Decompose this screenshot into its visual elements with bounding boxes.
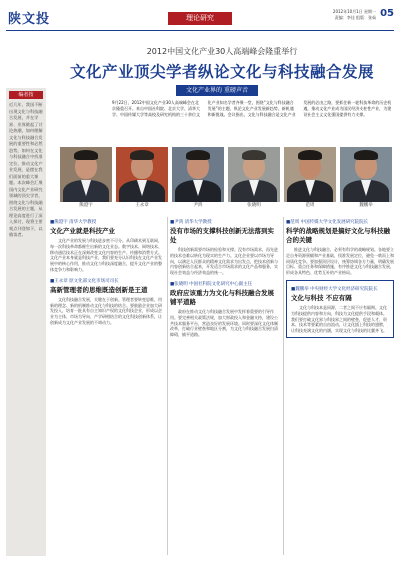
column-1	[50, 217, 164, 557]
portrait-image	[340, 147, 392, 202]
column-3	[286, 217, 394, 557]
article-5	[286, 220, 394, 276]
article-body: 政府在推动文化与科技融合发展中发挥着重要的引导作用。要完善相关政策法规，加大财政投入和金融支持，建设公共技术服务平台，营造良好的发展环境。同时要深化文化体制改革，打破行业壁垒和地区分割，为文化与科技融合发展扫清障碍，铺平道路。	[170, 308, 278, 338]
editor-line: 责编：李佳 组版：张茹	[334, 15, 376, 20]
portrait-caption: 尹鸿	[193, 203, 203, 208]
article-body: 文化产业的发展与科技进步密不可分。从印刷术到互联网，每一次科技革命都催生出新的文化业态。数字技术、网络技术、移动通信技术正在深刻改变文化内容的生产、传播和消费方式。文化产业本身就是科技产业，我们要充分认识科技在文化产业发展中的核心作用，推动文化与科技深度融合，提升文化产业的整体竞争力和影响力。	[50, 238, 162, 272]
article-body: 科技创新需要市场的检验和支撑。没有市场需求，再先进的技术也难以转化为现实的生产力。文化企业要以市场为导向，以满足人民群众的精神文化需求为出发点，把技术创新与内容创新结合起来，开发适合市场需求的文化产品和服务，实现社会效益与经济效益的统一。	[170, 247, 278, 276]
article-1	[50, 220, 164, 273]
article-kicker: ■尹鸿 清华大学教授	[170, 220, 212, 225]
article-title: 文化产业就是科技产业	[50, 227, 115, 235]
article-kicker: ■张晓明 中国社科院文化研究中心副主任	[170, 281, 253, 287]
article-title: 高新管理者的思维既造创新是王道	[50, 285, 148, 294]
article-title: 没有市场的支撑科技创新无法落到实处	[170, 227, 274, 244]
article-body: 推进文化与科技融合，必须有科学的战略规划。各地要立足自身资源禀赋和产业基础，找准发展定位，避免一哄而上和同质化竞争。要加强顶层设计，统筹协调各方力量，明确发展目标、重点任务和保障措施，有序推进文化与科技融合发展，形成各具特色、优势互补的产业格局。	[286, 247, 394, 276]
portrait-caption: 王永章	[135, 203, 149, 208]
article-body: 文化与科技本是同源，二者之间不应有隔阂。文化为科技提供内容和方向，科技为文化提供手段和载体。我们要打破文化界与科技界之间的壁垒，促进人才、资本、技术等要素的自由流动，让文化插上科技的翅膀，让科技充满文化的内涵，实现文化与科技的比翼齐飞。	[291, 304, 387, 334]
portrait-6	[340, 147, 392, 209]
column-2	[170, 217, 280, 557]
article-title: 文化与科技 不应有隔	[291, 293, 352, 302]
article-title: 科学的战略规划是搞好文化与科技融合的关键	[286, 227, 390, 244]
article-kicker: ■魏鹏举 中央财经大学文化经济研究院院长	[291, 286, 378, 292]
portrait-image	[116, 147, 168, 202]
top-rule	[6, 30, 394, 31]
article-title: 政府应该重力为文化与科技融合发展铺平道路	[170, 288, 274, 306]
portrait-2	[116, 147, 168, 209]
editor-note-sidebar	[6, 88, 46, 556]
article-body: 文化科技融合发展，关键在于创新。管理者要转变思维，用新的理念、新的机制推动文化与科技的结合。要鼓励企业加大研发投入，培育一批具有自主知识产权的文化科技企业，形成以企业为主体、市场为导向、产学研相结合的文化科技创新体系，让创新成为文化产业发展的不竭动力。	[50, 296, 162, 325]
editor-note-text: 近几年，我国不断出现文化与科技融合发展，并在学界、业界掀起了讨论热潮，如何理解文化与科技融合发展的重要性和必然趋势，如何在文化与科技融合中找准定位，推动文化产业发展，是摆在我们面前的重大课题。本次峰会汇聚国内文化产业研究领域的顶尖学者，围绕文化与科技融合发展的主题，从理论高度进行了深入探讨，现将主要观点刊登如下，以飨读者。	[9, 102, 43, 237]
section-tag: 理论研究	[168, 12, 232, 25]
portrait-5	[284, 147, 336, 209]
issue-info	[333, 9, 376, 21]
portrait-caption: 范周	[305, 203, 315, 208]
masthead	[0, 0, 400, 38]
portrait-caption: 熊澄宇	[79, 203, 93, 208]
headline: 文化产业顶尖学者纵论文化与科技融合发展	[69, 62, 374, 81]
page-number: 05	[380, 8, 394, 19]
article-kicker: ■熊澄宇 清华大学教授	[50, 220, 97, 225]
article-kicker: ■范周 中国传媒大学文化发展研究院院长	[286, 220, 369, 225]
article-6	[286, 280, 394, 338]
date-line: 2012年10月1日 星期一	[332, 9, 376, 14]
portrait-caption: 魏鹏举	[359, 203, 373, 208]
portrait-caption: 张晓明	[247, 203, 261, 208]
portrait-image	[284, 147, 336, 202]
portrait-row	[60, 147, 394, 215]
portrait-1	[60, 147, 112, 209]
portrait-image	[172, 147, 224, 202]
article-3	[170, 220, 280, 276]
section-banner: 文化产业界的 重磅声音	[176, 85, 258, 96]
portrait-image	[60, 147, 112, 202]
column-divider	[167, 217, 168, 555]
article-4	[170, 282, 280, 338]
portrait-image	[228, 147, 280, 202]
article-2	[50, 279, 164, 326]
article-kicker: ■王永章 原文化部文化市场司司长	[50, 278, 119, 284]
newspaper-logo: 陕文投	[8, 12, 51, 27]
editor-note-label: 编者按	[9, 91, 43, 99]
subhead: 2012中国文化产业30人高端峰会隆重举行	[146, 47, 298, 56]
column-divider	[283, 217, 284, 555]
portrait-4	[228, 147, 280, 209]
lead-paragraph: 9月22日，2012中国文化产业30人高端峰会在北京隆重召开。来自中国社科院、北京大学、清华大学、中国传媒大学等高校及研究机构的三十余位文化产业知名学者齐聚一堂，围绕“文化与科技融合发展”的主题，纵论文化产业发展新趋势、新机遇和新挑战。会议指出，文化与科技融合是文化产业发展的必由之路，要抓住新一轮科技革命的历史机遇，推动文化产业成为国民经济支柱性产业，为建设社会主义文化强国提供有力支撑。	[112, 100, 392, 117]
portrait-3	[172, 147, 224, 209]
